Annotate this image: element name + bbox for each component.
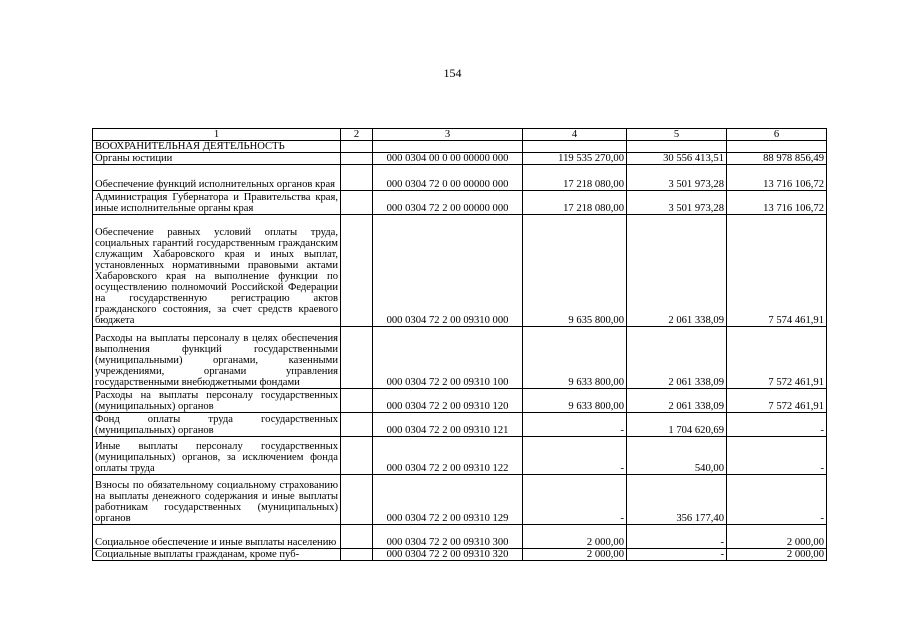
column-header: 5 [627, 129, 727, 141]
value-col5: 3 501 973,28 [627, 191, 727, 215]
budget-code: 000 0304 72 2 00 09310 100 [373, 327, 523, 389]
value-col5: 3 501 973,28 [627, 165, 727, 191]
row-name: Расходы на выплаты персоналу государственных (муниципальных) органов [93, 389, 341, 413]
value-col6: 7 574 461,91 [727, 215, 827, 327]
row-col2 [341, 525, 373, 549]
budget-code: 000 0304 72 2 00 09310 320 [373, 549, 523, 561]
value-col5: 2 061 338,09 [627, 389, 727, 413]
row-col2 [341, 413, 373, 437]
row-name: Обеспечение равных условий оплаты труда, социальных гарантий государственным гражданским служащим Хабаровского края и иных выплат, установленных нормативными правовыми актами Хабаровского края на выполнение функции по осуществлению полномочий Российской Федерации на государственную регистрацию актов гражданского состояния, за счет средств краевого бюджета [93, 215, 341, 327]
table-row [93, 437, 827, 475]
value-col5: 2 061 338,09 [627, 327, 727, 389]
value-col5: 540,00 [627, 437, 727, 475]
page-number: 154 [443, 66, 462, 80]
value-col4: 17 218 080,00 [523, 191, 627, 215]
row-name: Иные выплаты персоналу государственных (муниципальных) органов, за исключением фонда оплаты труда [93, 437, 341, 475]
budget-code: 000 0304 72 2 00 09310 129 [373, 475, 523, 525]
budget-code: 000 0304 72 0 00 00000 000 [373, 165, 523, 191]
budget-code: 000 0304 72 2 00 09310 121 [373, 413, 523, 437]
value-col4: 119 535 270,00 [523, 153, 627, 165]
budget-code: 000 0304 72 2 00 09310 300 [373, 525, 523, 549]
budget-code: 000 0304 72 2 00 00000 000 [373, 191, 523, 215]
row-name: Органы юстиции [93, 153, 341, 165]
section-title: ВООХРАНИТЕЛЬНАЯ ДЕЯТЕЛЬНОСТЬ [93, 141, 341, 153]
table-row [93, 525, 827, 549]
column-header: 3 [373, 129, 523, 141]
row-name: Взносы по обязательному социальному страхованию на выплаты денежного содержания и иные выплаты работникам государственных (муниципальных) органов [93, 475, 341, 525]
row-name: Обеспечение функций исполнительных органов края [93, 165, 341, 191]
row-col2 [341, 165, 373, 191]
budget-code: 000 0304 72 2 00 09310 000 [373, 215, 523, 327]
value-col4: - [523, 437, 627, 475]
column-header-row [93, 129, 827, 141]
table-row [93, 475, 827, 525]
row-name: Расходы на выплаты персоналу в целях обеспечения выполнения функций государственными (муниципальными) органами, казенными учреждениями, органами управления государственными внебюджетными фондами [93, 327, 341, 389]
row-col2 [341, 549, 373, 561]
value-col6: 13 716 106,72 [727, 191, 827, 215]
value-col6: - [727, 437, 827, 475]
value-col5: 356 177,40 [627, 475, 727, 525]
value-col6: 2 000,00 [727, 525, 827, 549]
row-name: Фонд оплаты труда государственных (муниципальных) органов [93, 413, 341, 437]
value-col4: 9 635 800,00 [523, 215, 627, 327]
table-row [93, 549, 827, 561]
table-row [93, 165, 827, 191]
value-col4: 9 633 800,00 [523, 389, 627, 413]
table-row [93, 191, 827, 215]
budget-report-table [92, 128, 827, 561]
value-col6: 7 572 461,91 [727, 389, 827, 413]
value-col6: 13 716 106,72 [727, 165, 827, 191]
value-col4: - [523, 413, 627, 437]
section-title-row [93, 141, 827, 153]
row-name: Администрация Губернатора и Правительства края, иные исполнительные органы края [93, 191, 341, 215]
column-header: 1 [93, 129, 341, 141]
row-col2 [341, 191, 373, 215]
table-row [93, 327, 827, 389]
table-row [93, 153, 827, 165]
row-col2 [341, 327, 373, 389]
value-col5: 1 704 620,69 [627, 413, 727, 437]
value-col5: 30 556 413,51 [627, 153, 727, 165]
column-header: 6 [727, 129, 827, 141]
row-name: Социальное обеспечение и иные выплаты населению [93, 525, 341, 549]
column-header: 4 [523, 129, 627, 141]
value-col5: - [627, 525, 727, 549]
value-col5: 2 061 338,09 [627, 215, 727, 327]
value-col6: 2 000,00 [727, 549, 827, 561]
row-col2 [341, 475, 373, 525]
row-name: Социальные выплаты гражданам, кроме пуб- [93, 549, 341, 561]
value-col6: 88 978 856,49 [727, 153, 827, 165]
row-col2 [341, 215, 373, 327]
value-col6: 7 572 461,91 [727, 327, 827, 389]
value-col5: - [627, 549, 727, 561]
value-col4: 9 633 800,00 [523, 327, 627, 389]
table-row [93, 215, 827, 327]
value-col4: 2 000,00 [523, 549, 627, 561]
value-col6: - [727, 413, 827, 437]
budget-code: 000 0304 72 2 00 09310 122 [373, 437, 523, 475]
row-col2 [341, 153, 373, 165]
row-col2 [341, 437, 373, 475]
table-row [93, 413, 827, 437]
value-col6: - [727, 475, 827, 525]
table-row [93, 389, 827, 413]
value-col4: 17 218 080,00 [523, 165, 627, 191]
column-header: 2 [341, 129, 373, 141]
budget-code: 000 0304 72 2 00 09310 120 [373, 389, 523, 413]
row-col2 [341, 389, 373, 413]
value-col4: - [523, 475, 627, 525]
value-col4: 2 000,00 [523, 525, 627, 549]
budget-code: 000 0304 00 0 00 00000 000 [373, 153, 523, 165]
